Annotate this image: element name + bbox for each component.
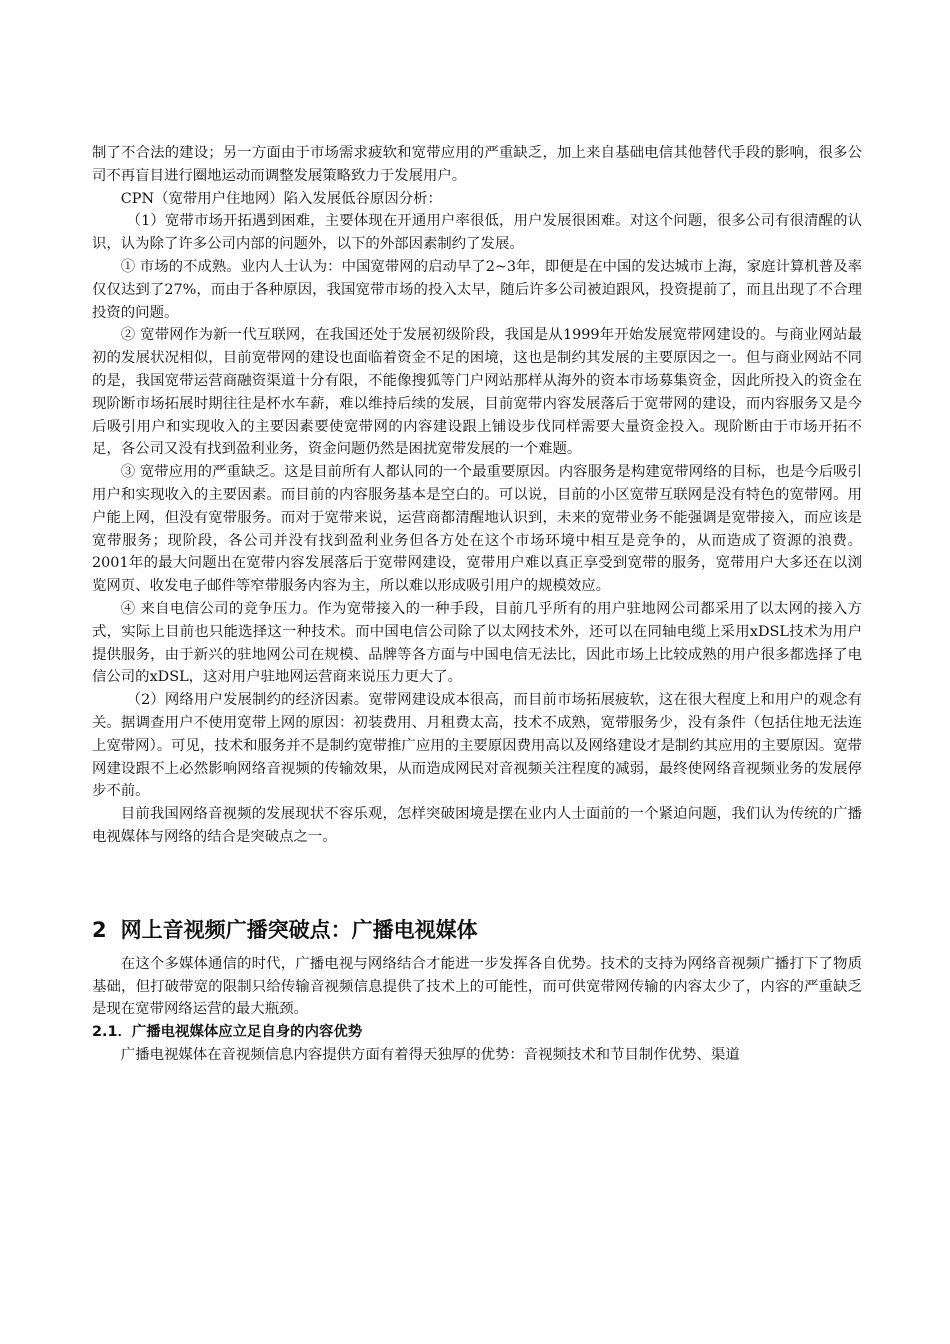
document-body (92, 142, 862, 1067)
paragraph-p0: 制了不合法的建设；另一方面由于市场需求疲软和宽带应用的严重缺乏，加上来自基础电信其他替代手段的影响，很多公司不再盲目进行圈地运动而调整发展策略致力于发展用户。 (92, 145, 862, 184)
section-2-title: 网上音视频广播突破点：广播电视媒体 (120, 917, 478, 942)
section-2-1-heading: 2.1．广播电视媒体应立足自身的内容优势 (92, 1024, 363, 1041)
paragraph-p4: ② 宽带网作为新一代互联网，在我国还处于发展初级阶段，我国是从1999年开始发展宽带网建设的。与商业网站最初的发展状况相似，目前宽带网的建设也面临着资金不足的困境，这也是制约其发展的主要原因之一。但与商业网站不同的是，我国宽带运营商融资渠道十分有限，不能像搜狐等门户网站那样从海外的资本市场募集资金，因此所投入的资金在现阶断市场拓展时期往往是杯水车薪，难以维持后续的发展，目前宽带内容发展落后于宽带网的建设，而内容服务又是今后吸引用户和实现收入的主要因素要使宽带网的内容建设跟上铺设步伐同样需要大量资金投入。现阶断由于市场开拓不足，各公司又没有找到盈利业务，资金问题仍然是困扰宽带发展的一个难题。 (92, 327, 862, 458)
paragraph-p8: 目前我国网络音视频的发展现状不容乐观，怎样突破困境是摆在业内人士面前的一个紧迫问题，我们认为传统的广播电视媒体与网络的结合是突破点之一。 (92, 806, 862, 845)
analysis-paragraphs (92, 142, 862, 849)
section-2-intro: 在这个多媒体通信的时代，广播电视与网络结合才能进一步发挥各自优势。技术的支持为网络音视频广播打下了物质基础，但打破带宽的限制只给传输音视频信息提供了技术上的可能性，而可供宽带网传输的内容太少了，内容的严重缺乏是现在宽带网络运营的最大瓶颈。 (92, 955, 862, 1018)
section-2-heading (92, 915, 862, 945)
paragraph-p5: ③ 宽带应用的严重缺乏。这是目前所有人都认同的一个最重要原因。内容服务是构建宽带网络的目标，也是今后吸引用户和实现收入的主要因素。而目前的内容服务基本是空白的。可以说，目前的小区宽带互联网是没有特色的宽带网。用户能上网，但没有宽带服务。而对于宽带来说，运营商都清醒地认识到，未来的宽带业务不能强调是宽带接入，而应该是宽带服务；现阶段，各公司并没有找到盈利业务但各方处在这个市场环境中相互是竞争的，从而造成了资源的浪费。2001年的最大问题出在宽带内容发展落后于宽带网建设，宽带用户难以真正享受到宽带的服务，宽带用户大多还在以浏览网页、收发电子邮件等窄带服务内容为主，所以难以形成吸引用户的规模效应。 (92, 464, 862, 595)
paragraph-p1: CPN（宽带用户住地网）陷入发展低谷原因分析： (120, 190, 442, 207)
paragraph-p2: （1）宽带市场开拓遇到困难，主要体现在开通用户率很低，用户发展很困难。对这个问题，很多公司有很清醒的认识，认为除了许多公司内部的问题外，以下的外部因素制约了发展。 (92, 213, 862, 253)
paragraph-p7: （2）网络用户发展制约的经济因素。宽带网建设成本很高，而目前市场拓展疲软，这在很大程度上和用户的观念有关。据调查用户不使用宽带上网的原因：初装费用、月租费太高，技术不成熟，宽带服务少，没有条件（包括住地无法连上宽带网）。可见，技术和服务并不是制约宽带推广应用的主要原因费用高以及网络建设才是制约其应用的主要原因。宽带网建设跟不上必然影响网络音视频的传输效果，从而造成网民对音视频关注程度的减弱，最终使网络音视频业务的发展停步不前。 (92, 692, 862, 800)
paragraph-p3: ① 市场的不成熟。业内人士认为：中国宽带网的启动早了2~3年，即便是在中国的发达城市上海，家庭计算机普及率仅仅达到了27%，而由于各种原因，我国宽带市场的投入太早，随后许多公司被迫跟风，投资提前了，而且出现了不合理投资的问题。 (92, 258, 862, 321)
section-2-1-text: 广播电视媒体在音视频信息内容提供方面有着得天独厚的优势：音视频技术和节目制作优势、渠道 (120, 1046, 740, 1063)
section-2-number: 2 (92, 917, 107, 942)
paragraph-p6: ④ 来自电信公司的竞争压力。作为宽带接入的一种手段，目前几乎所有的用户驻地网公司都采用了以太网的接入方式，实际上目前也只能选择这一种技术。而中国电信公司除了以太网技术外，还可以在同轴电缆上采用xDSL技术为用户提供服务，由于新兴的驻地网公司在规模、品牌等各方面与中国电信无法比，因此市场上比较成熟的用户很多都选择了电信公司的xDSL，这对用户驻地网运营商来说压力更大了。 (92, 600, 862, 686)
